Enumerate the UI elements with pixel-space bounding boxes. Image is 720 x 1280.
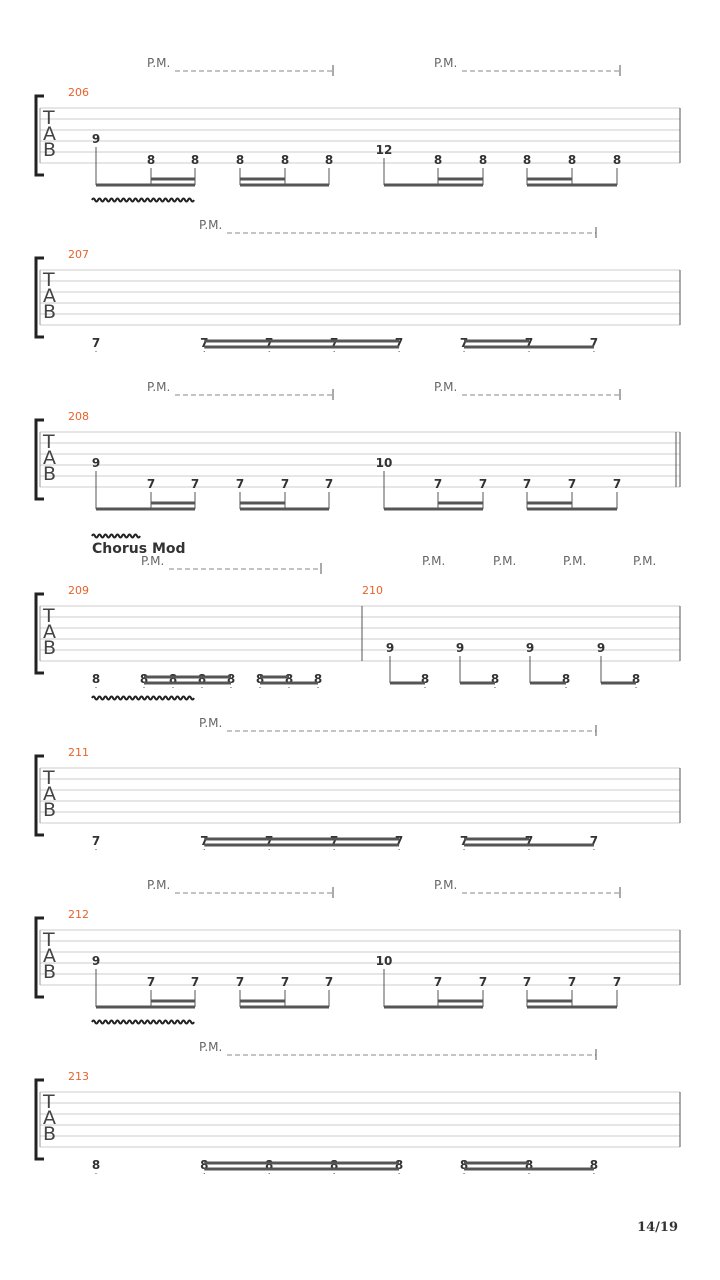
tab-system (36, 878, 680, 1007)
section-label: Chorus Mod (92, 541, 186, 557)
fret-number: 8 (522, 153, 532, 167)
fret-number: 8 (190, 153, 200, 167)
fret-number: 7 (91, 336, 101, 350)
fret-number: 8 (91, 1158, 101, 1172)
fret-number: 8 (91, 672, 101, 686)
tab-letter: B (43, 463, 57, 485)
tab-letter: A (43, 285, 56, 307)
fret-number: 8 (200, 1158, 209, 1172)
palm-mute-label: P.M. (147, 878, 171, 892)
fret-number: 8 (589, 1158, 599, 1172)
tab-system (36, 697, 680, 851)
tab-letter: T (43, 269, 55, 291)
fret-number: 8 (139, 672, 149, 686)
fret-number: 7 (200, 834, 209, 848)
fret-number: 7 (329, 336, 339, 350)
fret-number: 8 (631, 672, 641, 686)
fret-number: 7 (190, 975, 200, 989)
fret-number: 8 (146, 153, 156, 167)
tab-letter: T (43, 1091, 55, 1113)
fret-number: 7 (394, 336, 404, 350)
tab-system (36, 56, 680, 185)
fret-number: 8 (433, 153, 443, 167)
fret-number: 7 (459, 336, 469, 350)
tab-letter: B (43, 1123, 57, 1145)
measure-number: 206 (68, 86, 89, 99)
fret-number: 8 (280, 153, 290, 167)
fret-number: 8 (255, 672, 265, 686)
fret-number: 9 (596, 641, 606, 655)
fret-number: 8 (313, 672, 323, 686)
fret-number: 9 (525, 641, 535, 655)
fret-number: 7 (200, 336, 209, 350)
fret-number: 7 (433, 975, 443, 989)
fret-number: 7 (280, 975, 290, 989)
vibrato-line (92, 535, 140, 538)
fret-number: 8 (567, 153, 577, 167)
fret-number: 7 (567, 477, 577, 491)
fret-number: 7 (235, 975, 245, 989)
fret-number: 7 (433, 477, 443, 491)
measure-number: 208 (68, 410, 89, 423)
fret-number: 7 (265, 834, 274, 848)
fret-number: 7 (612, 975, 622, 989)
fret-number: 8 (329, 1158, 339, 1172)
tab-system (36, 199, 680, 353)
fret-number: 7 (522, 975, 532, 989)
fret-number: 8 (478, 153, 488, 167)
fret-number: 7 (394, 834, 404, 848)
tab-letter: T (43, 605, 55, 627)
fret-number: 7 (146, 975, 156, 989)
tab-letter: T (43, 431, 55, 453)
fret-number: 7 (478, 975, 488, 989)
palm-mute-label: P.M. (434, 878, 458, 892)
fret-number: 7 (522, 477, 532, 491)
fret-number: 8 (420, 672, 430, 686)
tab-letter: A (43, 123, 56, 145)
fret-number: 9 (91, 132, 101, 146)
fret-number: 7 (567, 975, 577, 989)
fret-number: 12 (375, 143, 393, 157)
palm-mute-label: P.M. (141, 554, 165, 568)
fret-number: 8 (394, 1158, 404, 1172)
fret-number: 8 (324, 153, 334, 167)
fret-number: 7 (190, 477, 200, 491)
palm-mute-label: P.M. (563, 554, 587, 568)
fret-number: 7 (235, 477, 245, 491)
palm-mute-label: P.M. (633, 554, 657, 568)
fret-number: 7 (265, 336, 274, 350)
fret-number: 10 (375, 954, 393, 968)
fret-number: 9 (455, 641, 465, 655)
tab-letter: A (43, 1107, 56, 1129)
fret-number: 8 (284, 672, 294, 686)
fret-number: 8 (459, 1158, 469, 1172)
fret-number: 8 (197, 672, 207, 686)
fret-number: 7 (589, 336, 599, 350)
fret-number: 8 (235, 153, 245, 167)
fret-number: 9 (385, 641, 395, 655)
tab-letter: B (43, 637, 57, 659)
fret-number: 7 (612, 477, 622, 491)
measure-number: 211 (68, 746, 89, 759)
fret-number: 8 (226, 672, 236, 686)
tab-system (36, 1021, 680, 1175)
palm-mute-label: P.M. (147, 56, 171, 70)
tab-letter: A (43, 945, 56, 967)
measure-number: 209 (68, 584, 89, 597)
tab-letter: A (43, 621, 56, 643)
tab-letter: T (43, 767, 55, 789)
fret-number: 7 (280, 477, 290, 491)
palm-mute-label: P.M. (199, 218, 223, 232)
fret-number: 8 (612, 153, 622, 167)
palm-mute-label: P.M. (199, 1040, 223, 1054)
palm-mute-label: P.M. (493, 554, 517, 568)
fret-number: 7 (324, 975, 334, 989)
fret-number: 10 (375, 456, 393, 470)
tab-letter: A (43, 783, 56, 805)
fret-number: 7 (329, 834, 339, 848)
tab-system (36, 380, 680, 509)
fret-number: 7 (478, 477, 488, 491)
tab-letter: B (43, 961, 57, 983)
fret-number: 7 (324, 477, 334, 491)
fret-number: 8 (524, 1158, 534, 1172)
fret-number: 8 (561, 672, 571, 686)
vibrato-line (92, 199, 194, 202)
measure-number: 213 (68, 1070, 89, 1083)
fret-number: 7 (589, 834, 599, 848)
palm-mute-label: P.M. (434, 380, 458, 394)
tab-system (36, 535, 680, 689)
palm-mute-label: P.M. (147, 380, 171, 394)
fret-number: 7 (524, 336, 534, 350)
fret-number: 7 (146, 477, 156, 491)
tab-letter: B (43, 301, 57, 323)
palm-mute-label: P.M. (434, 56, 458, 70)
tab-letter: B (43, 799, 57, 821)
fret-number: 8 (265, 1158, 274, 1172)
tab-letter: T (43, 929, 55, 951)
fret-number: 7 (524, 834, 534, 848)
vibrato-line (92, 697, 194, 700)
measure-number: 210 (362, 584, 383, 597)
fret-number: 9 (91, 456, 101, 470)
measure-number: 212 (68, 908, 89, 921)
palm-mute-label: P.M. (422, 554, 446, 568)
tab-letter: T (43, 107, 55, 129)
fret-number: 9 (91, 954, 101, 968)
measure-number: 207 (68, 248, 89, 261)
vibrato-line (92, 1021, 194, 1024)
fret-number: 7 (459, 834, 469, 848)
tab-letter: B (43, 139, 57, 161)
fret-number: 8 (168, 672, 178, 686)
page-number: 14/19 (637, 1220, 678, 1235)
palm-mute-label: P.M. (199, 716, 223, 730)
fret-number: 8 (490, 672, 500, 686)
tab-letter: A (43, 447, 56, 469)
fret-number: 7 (91, 834, 101, 848)
